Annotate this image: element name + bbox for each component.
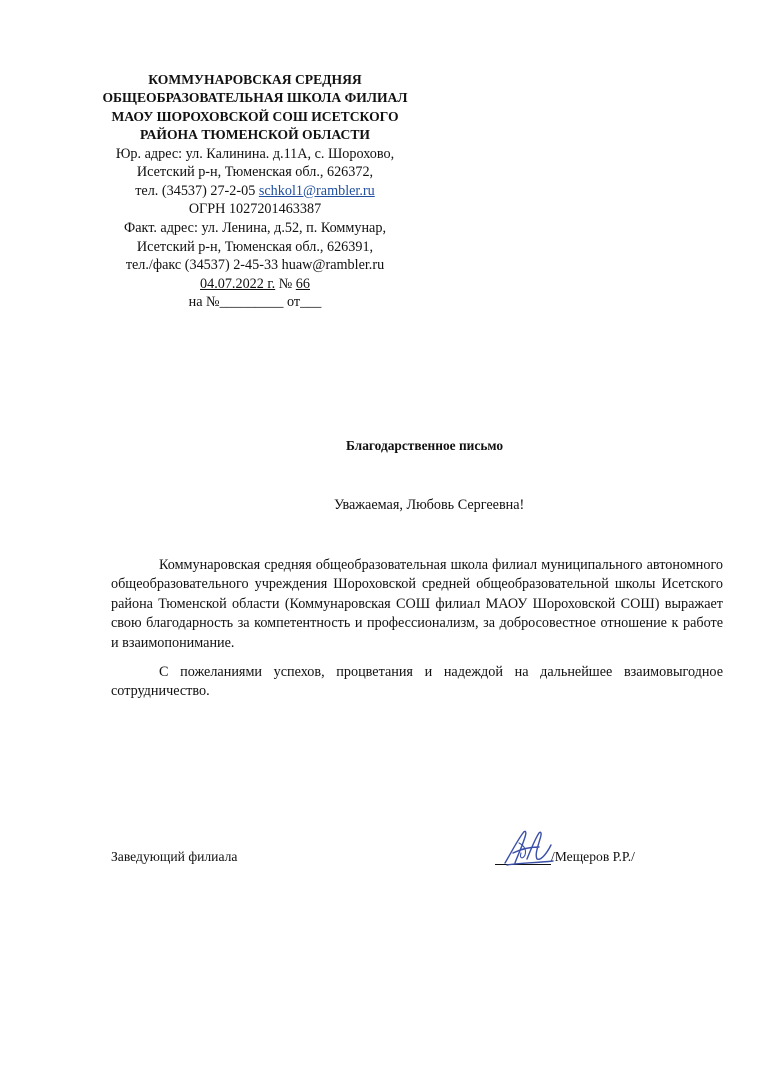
reply-reference-line: на №_________ от___ [188, 294, 322, 311]
actual-address-line-1: Факт. адрес: ул. Ленина, д.52, п. Коммунар, [123, 220, 386, 236]
signatory-name: /Мещеров Р.Р./ [551, 849, 635, 864]
letter-number: 66 [295, 275, 310, 292]
actual-address-line-2: Исетский р-н, Тюменская обл., 626391, [136, 238, 374, 255]
body-paragraph: С пожеланиями успехов, процветания и надеждой на дальнейшее взаимовыгодное сотрудничество. [111, 664, 723, 700]
letter-date: 04.07.2022 г. [200, 275, 276, 292]
org-line: МАОУ ШОРОХОВСКОЙ СОШ ИСЕТСКОГО [111, 108, 399, 124]
phone-email-line [85, 182, 425, 201]
email-link[interactable]: schkol1@rambler.ru [258, 182, 375, 199]
legal-address-line-2: Исетский р-н, Тюменская обл., 626372, [136, 164, 374, 181]
date-number-line [85, 275, 425, 294]
legal-address-line-1: Юр. адрес: ул. Калинина. д.11А, с. Шорохово, [115, 145, 395, 162]
signatory-role: Заведующий филиала [111, 849, 238, 864]
body-paragraph: Коммунаровская средняя общеобразовательная школа филиал муниципального автономного общеобразовательного учреждения Шороховской средней общеобразовательной школы Исетского района Тюменской области (Коммунаровская СОШ филиал МАОУ Шороховской СОШ) выражает свою благодарность за компетентность и профессионализм, за добросовестное отношение к работе и взаимопонимание. [111, 557, 723, 651]
letterhead [85, 71, 425, 312]
phone-fax-line: тел./факс (34537) 2-45-33 huaw@rambler.ru [125, 257, 385, 274]
handwritten-signature-icon [497, 823, 557, 871]
letter-greeting: Уважаемая, Любовь Сергеевна! [334, 497, 525, 513]
org-line: ОБЩЕОБРАЗОВАТЕЛЬНАЯ ШКОЛА ФИЛИАЛ [102, 90, 408, 106]
letter-title: Благодарственное письмо [346, 438, 504, 453]
org-line: РАЙОНА ТЮМЕНСКОЙ ОБЛАСТИ [140, 127, 370, 143]
ogrn-line: ОГРН 1027201463387 [188, 201, 322, 218]
organization-name [85, 71, 425, 145]
number-prefix: № [275, 275, 296, 292]
phone-text: тел. (34537) 27-2-05 [135, 182, 259, 199]
letter-body [111, 556, 723, 702]
org-line: КОММУНАРОВСКАЯ СРЕДНЯЯ [148, 72, 362, 87]
